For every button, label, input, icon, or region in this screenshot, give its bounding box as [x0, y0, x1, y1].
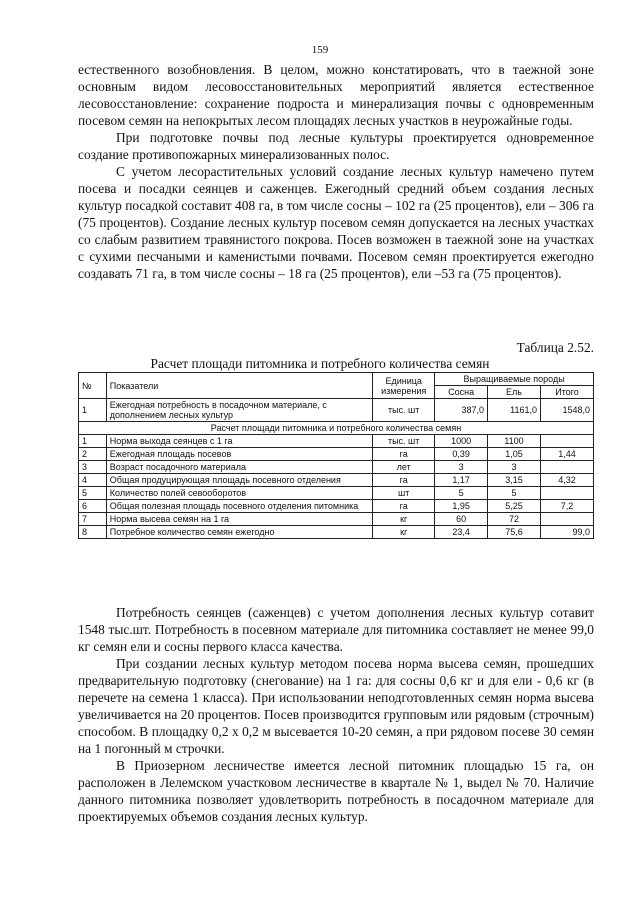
cell-unit: тыс. шт — [373, 399, 435, 422]
table-row — [79, 448, 594, 461]
header-indicator: Показатели — [106, 373, 372, 399]
paragraph: С учетом лесорастительных условий создание лесных культур намечено путем посева и посадки сеянцев и саженцев. Ежегодный средний объем создания лесных культур посадкой составит 408 га, в том числе сосны – 102 га (25 процентов), ели – 306 га (75 процентов). Создание лесных культур посевом семян допускается на лесных участках со слабым развитием травянистого покрова. Посев возможен в таежной зоне на участках с сухими песчаными и каменистыми почвами. Посевом семян проектируется ежегодно создавать 71 га, в том числе сосны – 18 га (25 процентов), ели –53 га (75 процентов). — [78, 164, 594, 281]
table-row — [79, 461, 594, 474]
cell-indicator: Ежегодная площадь посевов — [106, 448, 372, 461]
page-number: 159 — [311, 44, 329, 56]
table-row — [79, 526, 594, 539]
cell-spruce: 72 — [488, 513, 541, 526]
data-table — [78, 372, 594, 539]
cell-spruce: 75,6 — [488, 526, 541, 539]
header-pine: Сосна — [435, 386, 488, 399]
cell-spruce: 1,05 — [488, 448, 541, 461]
cell-unit: кг — [373, 513, 435, 526]
cell-num: 4 — [79, 474, 107, 487]
paragraph: При создании лесных культур методом посева норма высева семян, прошедших предварительную подготовку (снегование) на 1 га: для сосны 0,6 кг и для ели - 0,6 кг (в перечете на семена 1 класса). При использовании неподготовленных семян норма высева увеличивается на 20 процентов. Посев производится групповым или рядовым (строчным) способом. В площадку 0,2 х 0,2 м высевается 10-20 семян, а при рядовом посеве 30 семян на 1 погонный м строчки. — [78, 656, 594, 756]
table-header-row — [79, 373, 594, 386]
cell-num: 1 — [79, 399, 107, 422]
table-row — [79, 474, 594, 487]
cell-total — [540, 435, 593, 448]
section-title: Расчет площади питомника и потребного количества семян — [79, 422, 594, 435]
cell-spruce: 3,15 — [488, 474, 541, 487]
paragraph: естественного возобновления. В целом, можно констатировать, что в таежной зоне основным видом лесовосстановительных мероприятий является естественное лесовосстановление: сохранение подроста и минерализация почвы с одновременным посевом семян на непокрытых лесом площадях лесных участков в неурожайные годы. — [78, 62, 594, 128]
cell-num: 6 — [79, 500, 107, 513]
table-section-row — [79, 422, 594, 435]
table-title: Расчет площади питомника и потребного количества семян — [150, 356, 490, 371]
paragraph: В Приозерном лесничестве имеется лесной питомник площадью 15 га, он расположен в Лелемском участковом лесничестве в квартале № 1, выдел № 70. Наличие данного питомника позволяет удовлетворить потребность в посадочном материале для проектируемых объемов создания лесных культур. — [78, 758, 594, 824]
paragraph: Потребность сеянцев (саженцев) с учетом дополнения лесных культур сотавит 1548 тыс.шт. Потребность в посевном материале для питомника составляет не менее 99,0 кг семян ели и сосны первого класса качества. — [78, 605, 594, 654]
cell-total: 99,0 — [540, 526, 593, 539]
header-species-group: Выращиваемые породы — [435, 373, 594, 386]
cell-unit: тыс. шт — [373, 435, 435, 448]
cell-unit: га — [373, 500, 435, 513]
header-unit: Единица измерения — [373, 373, 435, 399]
cell-total: 4,32 — [540, 474, 593, 487]
cell-pine: 1,17 — [435, 474, 488, 487]
cell-pine: 1000 — [435, 435, 488, 448]
cell-pine: 0,39 — [435, 448, 488, 461]
cell-total: 1548,0 — [540, 399, 593, 422]
cell-unit: га — [373, 474, 435, 487]
cell-spruce: 5,25 — [488, 500, 541, 513]
header-total: Итого — [540, 386, 593, 399]
cell-indicator: Общая полезная площадь посевного отделения питомника — [106, 500, 372, 513]
cell-pine: 3 — [435, 461, 488, 474]
cell-unit: га — [373, 448, 435, 461]
cell-indicator: Ежегодная потребность в посадочном материале, с дополнением лесных культур — [106, 399, 372, 422]
cell-indicator: Потребное количество семян ежегодно — [106, 526, 372, 539]
cell-num: 7 — [79, 513, 107, 526]
table-row — [79, 500, 594, 513]
cell-num: 8 — [79, 526, 107, 539]
cell-num: 5 — [79, 487, 107, 500]
paragraph: При подготовке почвы под лесные культуры проектируется одновременное создание противопожарных минерализованных полос. — [78, 130, 594, 162]
cell-indicator: Норма выхода сеянцев с 1 га — [106, 435, 372, 448]
table-caption: Таблица 2.52. — [516, 340, 594, 355]
cell-pine: 387,0 — [435, 399, 488, 422]
body-text-bottom — [78, 604, 594, 825]
table-row — [79, 399, 594, 422]
cell-unit: лет — [373, 461, 435, 474]
cell-num: 1 — [79, 435, 107, 448]
cell-spruce: 5 — [488, 487, 541, 500]
cell-num: 2 — [79, 448, 107, 461]
cell-unit: шт — [373, 487, 435, 500]
cell-indicator: Общая продуцирующая площадь посевного отделения — [106, 474, 372, 487]
cell-total — [540, 487, 593, 500]
cell-indicator: Возраст посадочного материала — [106, 461, 372, 474]
header-spruce: Ель — [488, 386, 541, 399]
cell-pine: 23,4 — [435, 526, 488, 539]
header-num: № — [79, 373, 107, 399]
cell-spruce: 3 — [488, 461, 541, 474]
cell-total — [540, 461, 593, 474]
cell-pine: 1,95 — [435, 500, 488, 513]
cell-unit: кг — [373, 526, 435, 539]
body-text-top — [78, 61, 594, 282]
cell-indicator: Количество полей севооборотов — [106, 487, 372, 500]
cell-indicator: Норма высева семян на 1 га — [106, 513, 372, 526]
table-row — [79, 487, 594, 500]
cell-total: 7,2 — [540, 500, 593, 513]
cell-pine: 60 — [435, 513, 488, 526]
cell-pine: 5 — [435, 487, 488, 500]
cell-total: 1,44 — [540, 448, 593, 461]
table-row — [79, 513, 594, 526]
cell-spruce: 1161,0 — [488, 399, 541, 422]
cell-num: 3 — [79, 461, 107, 474]
cell-total — [540, 513, 593, 526]
cell-spruce: 1100 — [488, 435, 541, 448]
table-row — [79, 435, 594, 448]
